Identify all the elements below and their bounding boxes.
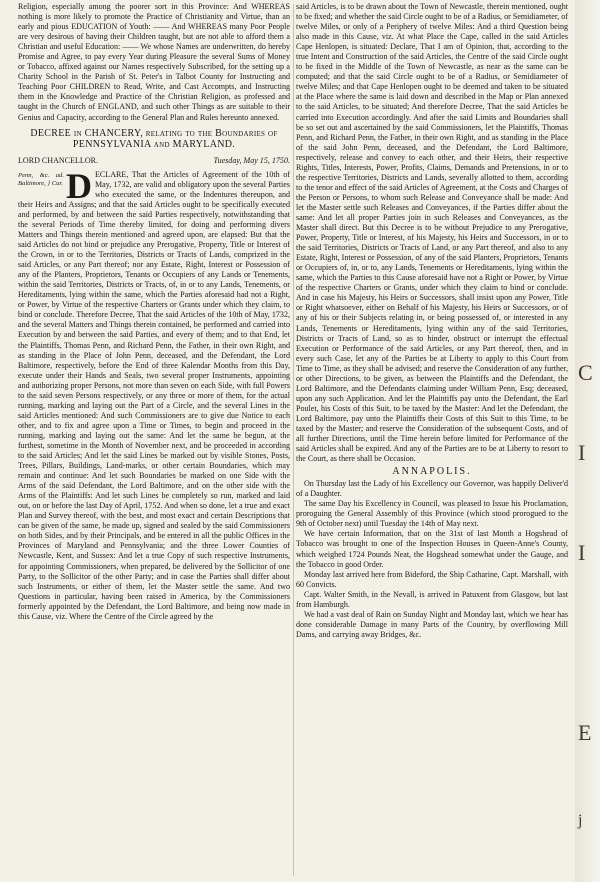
facing-page-fragment: C — [578, 360, 593, 385]
dateline-court: LORD CHANCELLOR. — [18, 155, 99, 165]
decree-body: ECLARE, That the Articles of Agreement of the 10th of May, 1732, are valid and obligatory upon the several Parties who executed the same, or the Indentures thereupon, and their Heirs and Assigns; and that the said Articles ought to be specifically executed and performed, by and between the said Parties respectively, notwithstanding that the several Periods of Time thereby limited, for doing and performing divers Matters and Things therein mentioned and agreed upon, are elapsed: But that the said Articles do not bind or prejudice any Prerogative, Property, Title or Interest of the Crown, in or to the Territories, Districts or Tracts of Lands, comprized in the said Articles, or any Part thereof; nor any Estate, Right, Interest or Possession of any of the Planters, Proprietors, Tenants or Occupiers of any Lands or Tenements, within the said Territories, Districts or Tracts, of, in or to any Lands, Tenements, or Hereditaments, lying within the same, which the Parties aforesaid had not a Right, or Power, by Virtue of the respective Charters or Grants under which they claim, to bind or conclude. Therefore Decree, That the said Articles of the 10th of May, 1732, and the several Matters and Things therein contained, be performed and carried into Execution by and between the said Parties, and every of them; and to that End, let the Plaintiffs, Thomas Penn, and Richard Penn, the Father, in their own Right, and as standing in the Place of John Penn, deceased, and the Defendant, the Lord Baltimore, respectively, before the End of three Kalendar Months from this Day, execute under their Hands and Seals, two several proper Instruments, appointing and authorizing proper Persons, not more than seven on each Side, with full Powers to the said seven Persons respectively, or any three or more of them, for the actual running, marking and laying out the Part of a Circle, and the several Lines in the said Articles mentioned: And such Commissioners are to give due Notice to each other, and to fix and agree upon a Time or Times, to begin and proceed in the running, marking and laying out the same: And let the same be begun, at the furthest, sometime in the Month of November next, and be proceeded in according to the said Articles; And let the said Lines be marked out by visible Stones, Posts, Trees, Pillars, Buildings, Land-marks, or other certain Boundaries, which may remain and continue: And let such Boundaries be marked on one Side with the Arms of the said Defendant, the Lord Baltimore, and on the other side with the Arms of the Plaintiffs: And let such Lines be completely so run, marked and laid out, on or before the last Day of April, 1752. And when so done, let a true and exact Plan and Survey thereof, with the best, and most exact and certain Descriptions that can be given of the same, be made up, signed and sealed by the said Commissioners on both Sides, and by their Principals, and be entered in all the public Offices in the Provinces of Maryland and Pennsylvania; and the three Lower Counties of Newcastle, Kent, and Sussex: And let a true Copy of such respective Instruments, for appointing Commissioners, when prepared, be delivered by the Sollicitor of one Party, to the Sollicitor of the other Party; and in case the Parties shall differ about such Instruments, or either of them, let the Master settle the same. And two Questions in particular, having been raised in America, by the Commissioners formerly appointed by the Defendant, the Lord Baltimore, and being now made in this Cause, viz. Where the Centre of the Circle agreed by the — [18, 169, 290, 621]
news-item: Monday last arrived here from Bideford, the Ship Catharine, Capt. Marshall, with 60 Convicts. — [296, 569, 568, 589]
facing-page-fragment: I — [578, 440, 586, 465]
news-item: We had a vast deal of Rain on Sunday Night and Monday last, which we hear has done considerable Damage in many Parts of the Country, by overflowing Mill Dams, and carrying away Bridges, &c. — [296, 609, 568, 639]
news-item: The same Day his Excellency in Council, was pleased to Issue his Proclamation, proroguing the General Assembly of this Province (which stood prorogued to the 9th of October next) until Tuesday the 14th of May next. — [296, 499, 568, 529]
right-column — [296, 2, 568, 874]
facing-page-fragment: I — [578, 540, 586, 565]
dateline-date: Tuesday, May 15, 1750. — [213, 155, 290, 165]
drop-cap: D — [66, 165, 92, 206]
section-title-annapolis: ANNAPOLIS. — [392, 466, 472, 478]
facing-page-fragment: j — [578, 812, 583, 829]
charity-school-text: Religion, especially among the poorer sort in this Province: And WHEREAS nothing is more likely to promote the Practice of Christianity and Virtue, than an early and pious EDUCATION of Youth: —— And WHEREAS many Poor People are very desirous of having their Children taught, but are not able to afford them a Christian and useful Education: —— We whose Names are underwritten, do hereby Promise and Agree, to pay every Year during Pleasure the several Sums of Money or Tobacco, affixed against our Names respectively Subscribed, for the setting up a Charity School in the Parish of St. Peter's in Talbot County for Instructing and Teaching Poor CHILDREN to Read, Write, and Cast Accompts, and Instructing them in the Knowledge and Practice of the Christian Religion, as professed and taught in the Church of ENGLAND, and such other Things as are suitable to their Genius and Capacity, according to the General Plan and Rules hereunto annexed. — [18, 2, 290, 122]
newspaper-page — [8, 0, 578, 882]
column-divider — [293, 4, 294, 876]
decree-title: DECREE in CHANCERY, relating to the Boundaries of PENNSYLVANIA and MARYLAND. — [30, 127, 278, 150]
news-item: Capt. Walter Smith, in the Nevall, is arrived in Patuxent from Glasgow, but last from Hamburgh. — [296, 589, 568, 609]
news-item: We have certain Information, that on the 31st of last Month a Hogshead of Tobacco was brought to one of the Inspection Houses in Queen-Anne's County, which weighed 1724 Pounds Neat, the Hogshead somewhat under the Gauge, and the Tobacco in good Order. — [296, 529, 568, 569]
decree-continued: said Articles, is to be drawn about the Town of Newcastle, therein mentioned, ought to be fixed; and whether the said Circle ought to be of a Radius, or Semidiameter, of twelve Miles, or only of a Periphery of twelve Miles: And a third Question being also made in this Cause, viz. At what Place the Cape, called in the said Articles Cape Henlopen, is situated: Declare, That I am of Opinion, that, according to the true Intent and Construction of the said Articles, the Centre of the said Circle ought to be fixed in the Middle of the Town of Newcastle, as near as the same can be computed; and that the said Circle ought to be of a Radius, or Semidiameter of twelve Miles; and that Cape Henlopen ought to be deemed and taken to be situated at the Place where the same is laid down and described in the Map or Plan annexed to the said Articles, to be situated; And therefore Decree, That the said Articles be carried into Execution accordingly. And after the said Limits and Boundaries shall be so set out and ascertained by the said Commissioners, let the Plaintiffs, Thomas Penn, and Richard Penn, the Father, in their own Right, and as standing in the Place of the said John Penn, deceased, and the Defendant, the Lord Baltimore, respectively, release and convey to each other, and their Heirs, their respective Rights, Titles, Interests, Power, Profits, Claims, Demands and Pretensions, in or to the respective Territories, Districts and Lands, severally allotted to them, according to the tenor and effect of the said Articles of Agreement, at the Costs and Charges of the Person or Persons, to whom such Release and Conveyance shall be made: And let the Master settle such Releases and Conveyances, if the Parties differ about the same: And let all proper Parties join in such Releases and Conveyances, as the Master shall direct. But this Decree is to be without Prejudice to any Prerogative, Power, Property, Title or Interest, of his Majesty, his Heirs and Successors, in or to the said Territories, Districts or Tracts of Land, or any Part thereof, and also to any Estate, Right, Interest or Possession, of any of the said Planters, Proprietors, Tenants or Occupiers of, in, or to, any Lands, Tenements or Hereditaments, lying within the same, which the Parties to this Cause aforesaid have not a Right or Power, by Virtue of the respective Charters or Grants, under which they claim to bind or conclude. And in case his Majesty, his Heirs or Successors, shall insist upon any Power, Title or Right whatsoever, either on Behalf of his Majesty, his Heirs or Successors, or of any of his or their Subjects relating in, or being possessed of, or interested in any Lands, Tenements or Hereditaments, lying within any of the said Territories, Districts or Tracts of Land, so as to hinder, obstruct or interrupt the effectual Execution or Performance of the said Articles, or any Part thereof, then, and in every such Case, let any of the Parties be at Liberty to apply to this Court from Time to Time, as they shall be advised; and reserve the Consideration of any further, or other Directions, to be given, as between the Plaintiffs and the Defendant, the Lord Baltimore, and the Defendants claiming under William Penn, Esq; deceased, upon any such Application. And let the Plaintiffs pay unto the Defendant, the Earl Poulet, his Costs of this Suit, to be taxed by the Master: And let the Defendant, the Lord Baltimore, pay unto the Plaintiffs their Costs of this Suit to this Time, to be taxed by the Master; and reserve the Consideration of the subsequent Costs, and of all further Directions, until the Time herein before limited for Performance of the said Articles shall be expired. And any of the Parties are to be at Liberty to resort to the Court, as there shall be Occasion. — [296, 2, 568, 464]
facing-page-fragment: E — [578, 720, 592, 745]
left-column — [18, 2, 290, 874]
news-item: On Thursday last the Lady of his Excellency our Governor, was happily Deliver'd of a Daughter. — [296, 479, 568, 499]
decree-dateline — [18, 156, 290, 166]
case-parties: Penn, &c. ad. Baltimore, } Cur. — [18, 171, 64, 187]
